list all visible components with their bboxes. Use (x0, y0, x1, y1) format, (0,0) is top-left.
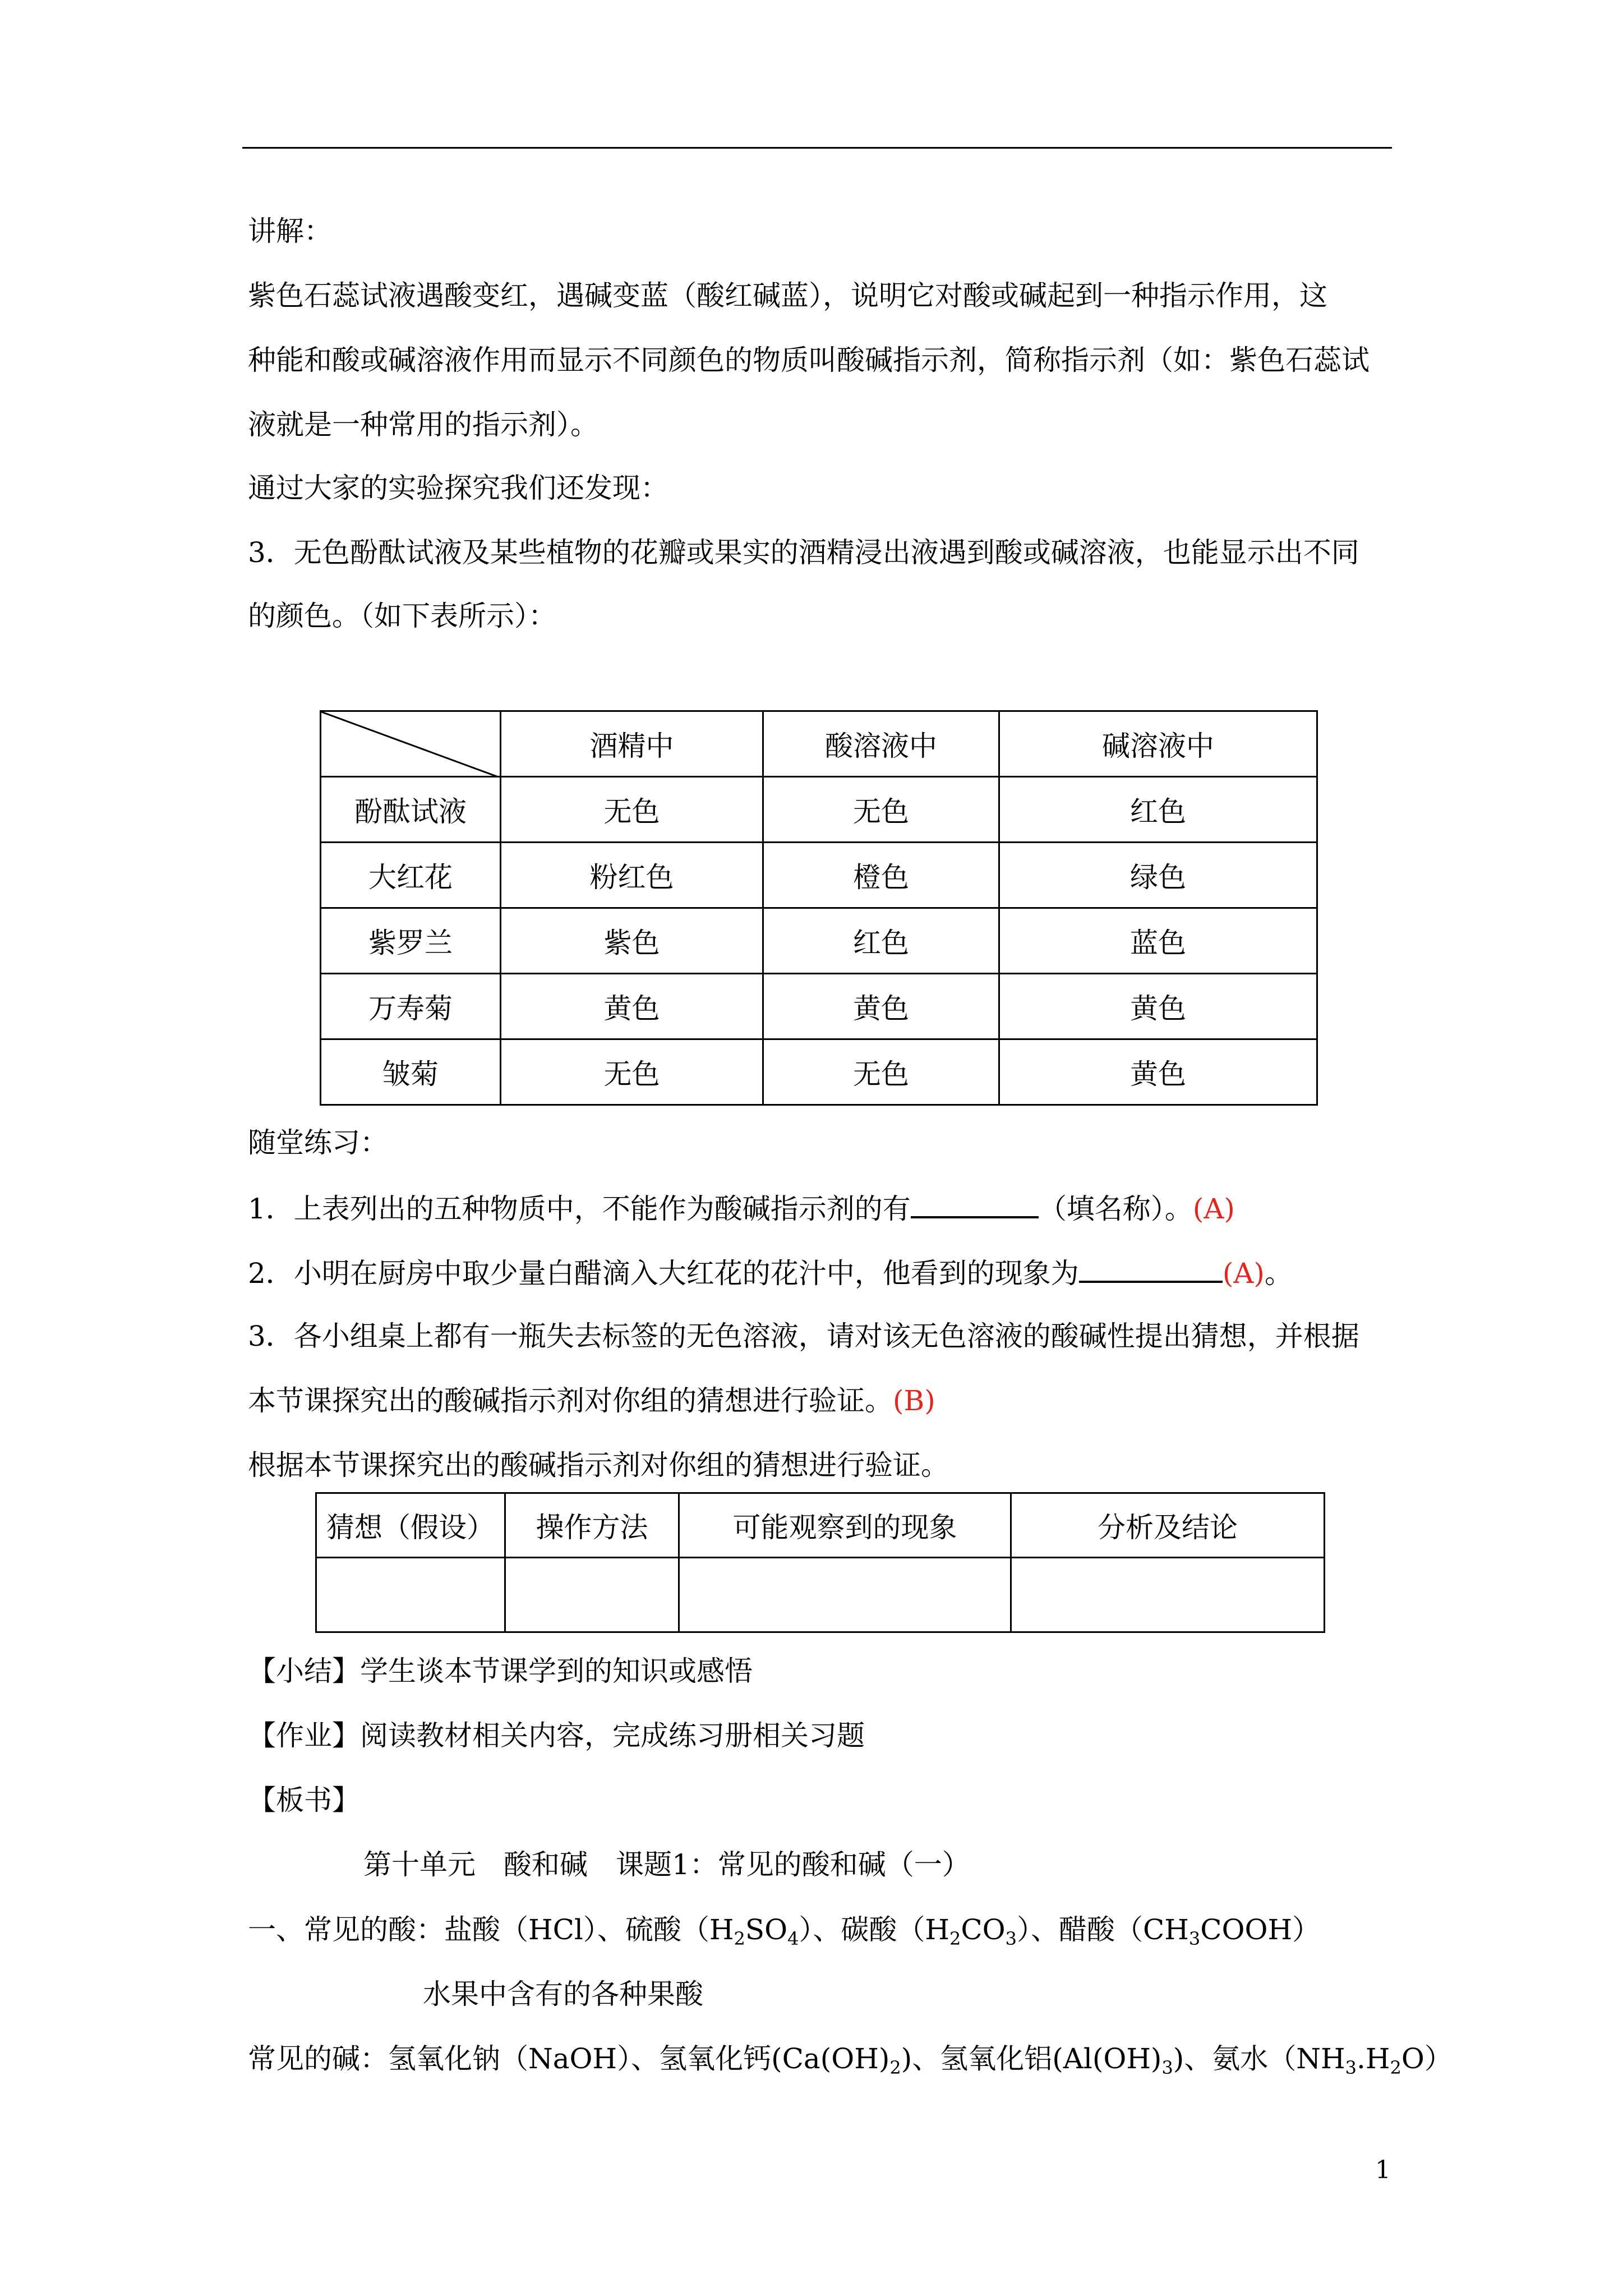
base-nh3h2o (1184, 2042, 1453, 2078)
formula-text: .H (1357, 2042, 1390, 2075)
explanation-heading: 讲解： (248, 215, 332, 247)
point3-line1: 3．无色酚酞试液及某些植物的花瓣或果实的酒精浸出液遇到酸或碱溶液，也能显示出不同 (248, 536, 1359, 569)
formula-subscript: 2 (1390, 2057, 1401, 2078)
board-heading: 【板书】 (248, 1784, 360, 1816)
formula-text: 、碳酸（H (813, 1913, 950, 1946)
fruit-acids-line: 水果中含有的各种果酸 (423, 1978, 703, 2010)
explanation-para2: 种能和酸或碱溶液作用而显示不同颜色的物质叫酸碱指示剂，简称指示剂（如：紫色石蕊试 (248, 344, 1370, 376)
formula-text: O） (1401, 2042, 1453, 2075)
verify-table-header-row (316, 1493, 1325, 1558)
header-cell: 碱溶液中 (999, 711, 1317, 777)
table-cell: 黄色 (763, 974, 999, 1039)
acid-hcl: 盐酸（HCl） (444, 1913, 597, 1946)
acid-h2co3 (813, 1913, 1031, 1949)
verify-table (315, 1492, 1325, 1633)
table-cell: 无色 (763, 777, 999, 843)
practice-q3-line1: 3．各小组桌上都有一瓶失去标签的无色溶液，请对该无色溶液的酸碱性提出猜想，并根据 (248, 1320, 1359, 1352)
indicator-table (320, 710, 1318, 1106)
formula-text: 、氢氧化钙(Ca(OH) (631, 2042, 890, 2075)
table-cell: 无色 (763, 1039, 999, 1105)
table-cell: 无色 (501, 777, 763, 843)
practice-heading: 随堂练习： (248, 1126, 388, 1159)
header-cell: 猜想（假设） (316, 1493, 505, 1558)
table-cell: 万寿菊 (321, 974, 501, 1039)
table-cell[interactable] (1011, 1558, 1325, 1632)
header-cell: 酸溶液中 (763, 711, 999, 777)
table-cell: 皱菊 (321, 1039, 501, 1105)
q2-text: 2．小明在厨房中取少量白醋滴入大红花的花汁中，他看到的现象为 (248, 1257, 1079, 1290)
q2-level-tag: (A) (1222, 1257, 1265, 1290)
table-cell[interactable] (505, 1558, 679, 1632)
bases-label: 常见的碱： (248, 2042, 388, 2075)
formula-subscript: 2 (889, 2057, 901, 2078)
point3-line2: 的颜色。（如下表所示）： (248, 600, 556, 632)
q2-suffix: 。 (1264, 1257, 1293, 1290)
q1-level-tag: (A) (1192, 1193, 1235, 1225)
base-aloh3 (912, 2042, 1184, 2078)
formula-subscript: 3 (1188, 1928, 1201, 1949)
formula-text: CO (961, 1913, 1006, 1946)
formula-subscript: 3 (1345, 2057, 1357, 2078)
formula-subscript: 3 (1161, 2057, 1173, 2078)
acid-h2so4 (597, 1913, 813, 1949)
q3-text: 本节课探究出的酸碱指示剂对你组的猜想进行验证。 (248, 1384, 893, 1417)
formula-text: ） (799, 1913, 813, 1946)
table-cell: 黄色 (999, 974, 1317, 1039)
diagonal-line (321, 712, 500, 777)
table-cell: 大红花 (321, 843, 501, 908)
formula-text: 、氨水（NH (1184, 2042, 1345, 2075)
table-row (321, 974, 1317, 1039)
header-rule (242, 147, 1392, 149)
acids-label: 一、常见的酸： (248, 1913, 444, 1946)
summary-line: 【小结】学生谈本节课学到的知识或感悟 (248, 1655, 753, 1687)
formula-text: ) (1173, 2042, 1184, 2075)
table-row (316, 1558, 1325, 1632)
table-cell: 红色 (999, 777, 1317, 843)
q1-answer-blank[interactable] (911, 1190, 1039, 1218)
q1-suffix: （填名称）。 (1038, 1193, 1193, 1225)
q3-level-tag: (B) (893, 1384, 935, 1417)
table-cell: 橙色 (763, 843, 999, 908)
table-row (321, 777, 1317, 843)
formula-text: 、硫酸（H (597, 1913, 734, 1946)
explanation-para1: 紫色石蕊试液遇酸变红，遇碱变蓝（酸红碱蓝），说明它对酸或碱起到一种指示作用，这 (248, 279, 1327, 312)
diagonal-header-cell (321, 711, 501, 777)
formula-subscript: 2 (734, 1928, 745, 1949)
header-cell: 分析及结论 (1011, 1493, 1325, 1558)
formula-text: 、醋酸（CH (1031, 1913, 1189, 1946)
formula-subscript: 3 (1005, 1928, 1017, 1949)
table-cell: 无色 (501, 1039, 763, 1105)
formula-text: 、氢氧化铝(Al(OH) (912, 2042, 1162, 2075)
table-cell: 蓝色 (999, 908, 1317, 974)
table-row (321, 1039, 1317, 1105)
formula-text: ) (901, 2042, 912, 2075)
homework-line: 【作业】阅读教材相关内容，完成练习册相关习题 (248, 1719, 865, 1752)
page-number: 1 (1375, 2156, 1391, 2184)
common-acids-line (248, 1913, 1320, 1947)
board-title: 第十单元 酸和碱 课题1：常见的酸和碱（一） (363, 1848, 970, 1881)
q1-text: 1．上表列出的五种物质中，不能作为酸碱指示剂的有 (248, 1193, 911, 1225)
formula-text: SO (745, 1913, 788, 1946)
table-cell[interactable] (679, 1558, 1011, 1632)
header-cell: 操作方法 (505, 1493, 679, 1558)
explanation-para3: 液就是一种常用的指示剂）。 (248, 408, 598, 441)
table-cell[interactable] (316, 1558, 505, 1632)
table-cell: 红色 (763, 908, 999, 974)
header-cell: 酒精中 (501, 711, 763, 777)
indicator-table-header-row (321, 711, 1317, 777)
table-cell: 粉红色 (501, 843, 763, 908)
practice-q3-line2 (248, 1384, 935, 1418)
formula-text: ） (1017, 1913, 1031, 1946)
q2-answer-blank[interactable] (1079, 1255, 1223, 1283)
verify-instruction: 根据本节课探究出的酸碱指示剂对你组的猜想进行验证。 (248, 1449, 949, 1481)
practice-q2 (248, 1255, 1293, 1290)
table-cell: 黄色 (501, 974, 763, 1039)
table-cell: 绿色 (999, 843, 1317, 908)
explanation-para4: 通过大家的实验探究我们还发现： (248, 472, 668, 504)
base-naoh: 氢氧化钠（NaOH） (388, 2042, 631, 2075)
table-cell: 酚酞试液 (321, 777, 501, 843)
base-caoh2 (631, 2042, 912, 2078)
table-row (321, 843, 1317, 908)
table-cell: 黄色 (999, 1039, 1317, 1105)
header-cell: 可能观察到的现象 (679, 1493, 1011, 1558)
formula-subscript: 4 (787, 1928, 799, 1949)
table-cell: 紫罗兰 (321, 908, 501, 974)
table-cell: 紫色 (501, 908, 763, 974)
table-row (321, 908, 1317, 974)
acid-ch3cooh (1031, 1913, 1321, 1949)
formula-subscript: 2 (949, 1928, 961, 1949)
practice-q1 (248, 1190, 1235, 1226)
common-bases-line (248, 2042, 1453, 2076)
formula-text: COOH） (1200, 1913, 1321, 1946)
